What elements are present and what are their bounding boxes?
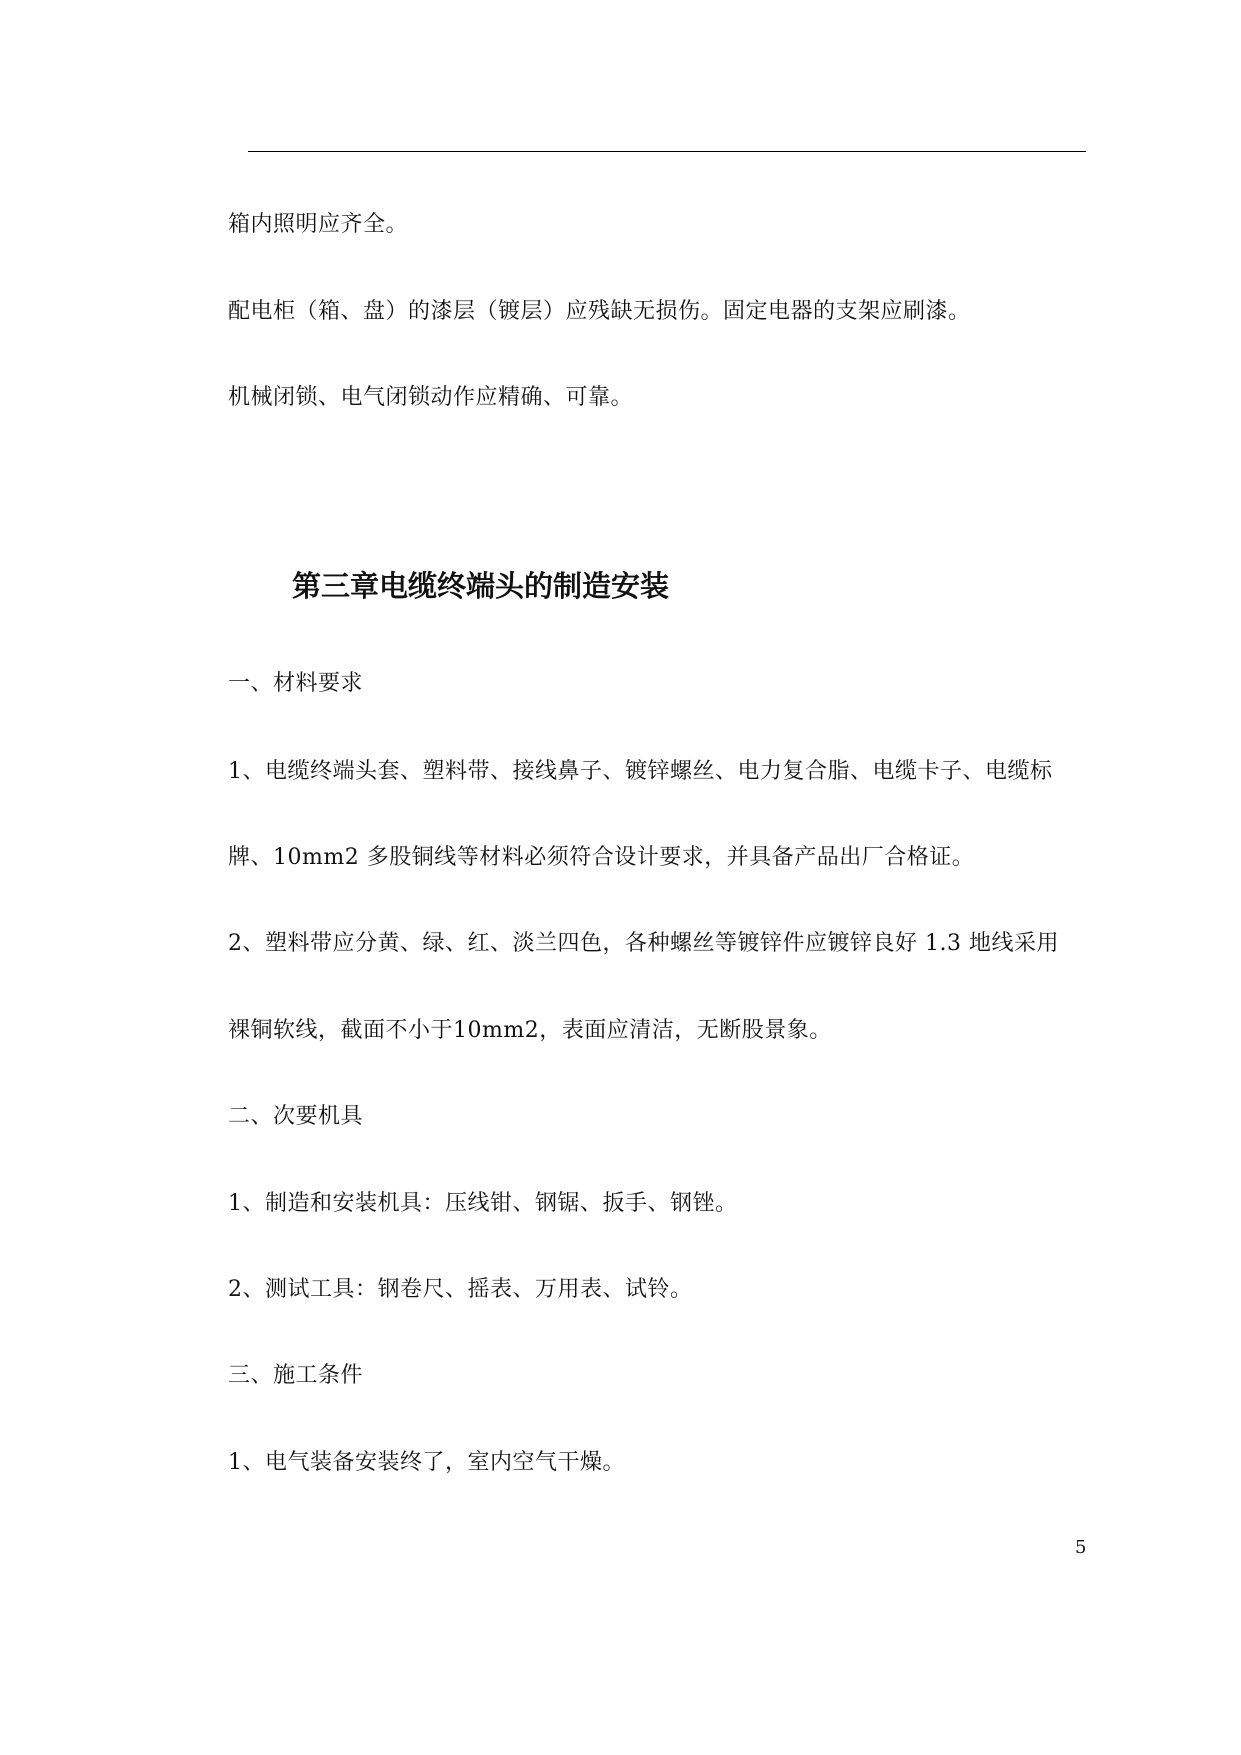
paragraph-materials-1a: 1、电缆终端头套、塑料带、接线鼻子、镀锌螺丝、电力复合脂、电缆卡子、电缆标 xyxy=(228,759,1053,784)
section-heading-tools: 二、次要机具 xyxy=(228,1104,364,1129)
section-heading-conditions: 三、施工条件 xyxy=(228,1363,364,1388)
paragraph-paint-layer: 配电柜（箱、盘）的漆层（镀层）应残缺无损伤。固定电器的支架应刷漆。 xyxy=(228,299,971,324)
paragraph-materials-2b: 裸铜软线，截面不小于10mm2，表面应清洁，无断股景象。 xyxy=(228,1018,832,1043)
paragraph-lighting: 箱内照明应齐全。 xyxy=(228,212,409,237)
paragraph-interlock: 机械闭锁、电气闭锁动作应精确、可靠。 xyxy=(228,385,634,410)
chapter-title: 第三章电缆终端头的制造安装 xyxy=(292,569,670,603)
paragraph-conditions-1: 1、电气装备安装终了，室内空气干燥。 xyxy=(228,1450,625,1475)
section-heading-materials: 一、材料要求 xyxy=(228,671,364,696)
paragraph-materials-1b: 牌、10mm2 多股铜线等材料必须符合设计要求，并具备产品出厂合格证。 xyxy=(228,845,975,870)
header-rule xyxy=(248,151,1086,152)
page-number: 5 xyxy=(1075,1537,1087,1558)
paragraph-tools-1: 1、制造和安装机具：压线钳、钢锯、扳手、钢锉。 xyxy=(228,1191,738,1216)
paragraph-tools-2: 2、测试工具：钢卷尺、摇表、万用表、试铃。 xyxy=(228,1277,693,1302)
paragraph-materials-2a: 2、塑料带应分黄、绿、红、淡兰四色，各种螺丝等镀锌件应镀锌良好 1.3 地线采用 xyxy=(228,931,1059,956)
